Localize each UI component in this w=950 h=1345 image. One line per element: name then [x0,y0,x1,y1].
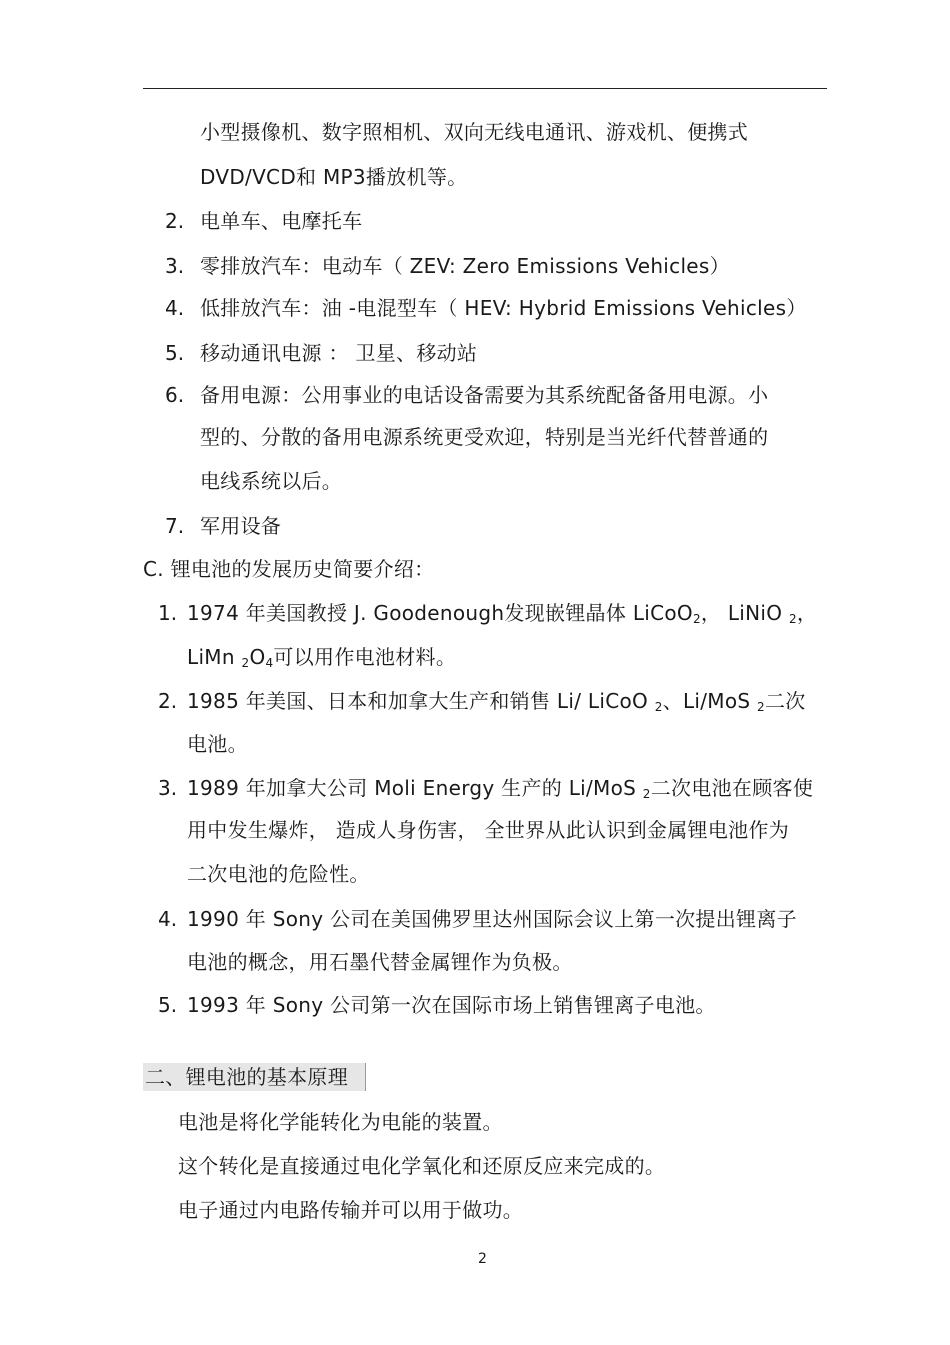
list-item-text: 电线系统以后。 [200,469,343,493]
list-number: 3. [165,254,185,278]
list-number: 7. [165,514,185,538]
list-number: 4. [158,907,178,931]
history-item-4-line-2: 电池的概念，用石墨代替金属锂作为负极。 [187,950,573,974]
history-item-1-line-2: LiMn $_2O_4$可以用作电池材料。 [187,645,457,670]
paragraph: 这个转化是直接通过电化学氧化和还原反应来完成的。 [178,1154,666,1178]
paragraph: 电子通过内电路传输并可以用于做功。 [178,1198,524,1222]
history-item-1-line-1: 1974 年美国教授 J. Goodenough发现嵌锂晶体 LiCoO$_2$， LiNiO $_2$， [187,601,818,626]
list-item-text: 军用设备 [200,514,282,538]
list-item-text: 备用电源：公用事业的电话设备需要为其系统配备备用电源。小 [200,383,769,407]
section-c-heading: C. 锂电池的发展历史简要介绍： [143,557,435,581]
list-item-text: 电单车、电摩托车 [200,209,363,233]
list-number: 3. [158,776,178,800]
list-item-1-cont-line-2: DVD/VCD和 MP3播放机等。 [200,165,468,189]
history-item-2-line-1: 1985 年美国、日本和加拿大生产和销售 Li/ LiCoO $_2$、Li/MoS $_2$二次 [187,689,806,714]
list-item-text: 型的、分散的备用电源系统更受欢迎，特别是当光纤代替普通的 [200,425,769,449]
list-item-text: 移动通讯电源 ： 卫星、移动站 [200,341,478,365]
history-item-3-line-1: 1989 年加拿大公司 Moli Energy 生产的 Li/MoS $_2$二次电池在顾客使 [187,776,814,801]
history-item-3-line-2: 用中发生爆炸， 造成人身伤害， 全世界从此认识到金属锂电池作为 [187,818,790,842]
history-item-4-line-1: 1990 年 Sony 公司在美国佛罗里达州国际会议上第一次提出锂离子 [187,907,797,931]
list-number: 1. [158,601,178,625]
list-number: 6. [165,383,185,407]
history-item-2-line-2: 电池。 [187,732,248,756]
list-item-text: 零排放汽车：电动车（ ZEV: Zero Emissions Vehicles） [200,254,730,278]
history-item-5: 1993 年 Sony 公司第一次在国际市场上销售锂离子电池。 [187,993,716,1017]
list-number: 2. [158,689,178,713]
history-item-3-line-3: 二次电池的危险性。 [187,862,370,886]
header-rule [143,88,827,89]
list-number: 5. [165,341,185,365]
section-2-heading: 二、锂电池的基本原理 [145,1065,348,1089]
list-number: 4. [165,296,185,320]
list-item-text: 低排放汽车：油 -电混型车（ HEV: Hybrid Emissions Vehicles） [200,296,807,320]
paragraph: 电池是将化学能转化为电能的装置。 [178,1110,503,1134]
list-number: 5. [158,993,178,1017]
page-number: 2 [478,1251,487,1267]
list-number: 2. [165,209,185,233]
list-item-1-cont-line-1: 小型摄像机、数字照相机、双向无线电通讯、游戏机、便携式 [200,120,749,144]
